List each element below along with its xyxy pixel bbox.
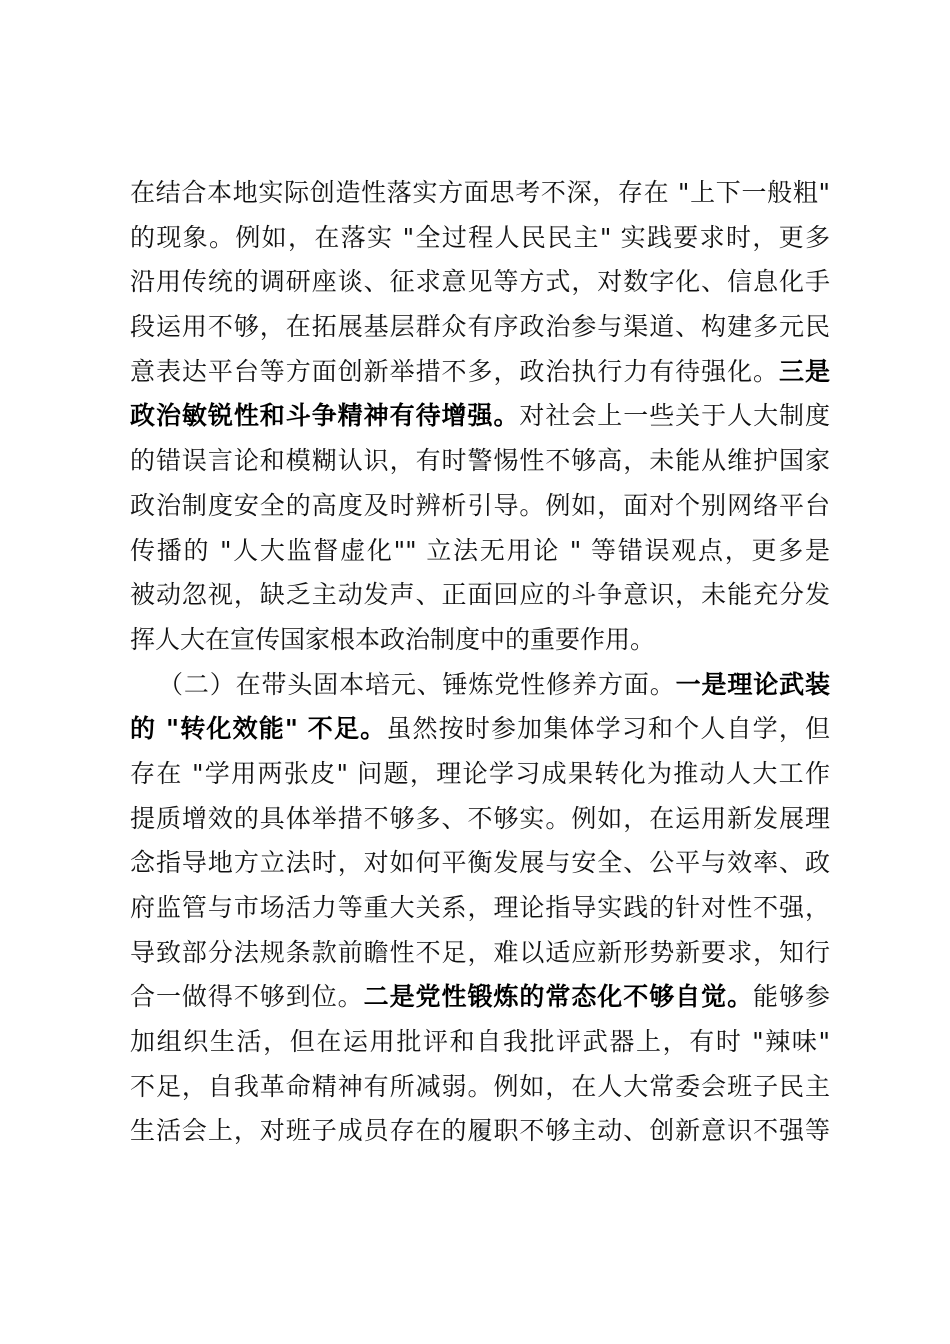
- text-line: [130, 394, 830, 439]
- text-line: [130, 216, 830, 261]
- body-text: 存在 "学用两张皮" 问题，理论学习成果转化为推动人大工作: [130, 758, 830, 788]
- body-text: 不足，自我革命精神有所减弱。例如，在人大常委会班子民主: [130, 1071, 830, 1101]
- body-text: 政治制度安全的高度及时辨析引导。例如，面对个别网络平台: [130, 490, 830, 520]
- document-page: [130, 171, 830, 1154]
- body-text: 的错误言论和模糊认识，有时警惕性不够高，未能从维护国家: [130, 446, 830, 476]
- body-text: 提质增效的具体举措不够多、不够实。例如，在运用新发展理: [130, 803, 830, 833]
- bold-heading-text: 三是: [779, 356, 830, 386]
- body-text: 传播的 "人大监督虚化"" 立法无用论 " 等错误观点，更多是: [130, 535, 830, 565]
- text-line: [130, 975, 830, 1020]
- text-line: [130, 1020, 830, 1065]
- body-text: 被动忽视，缺乏主动发声、正面回应的斗争意识，未能充分发: [130, 580, 830, 610]
- bold-heading-text: 二是党性锻炼的常态化不够自觉。: [363, 982, 754, 1012]
- text-line: [130, 305, 830, 350]
- body-text: 沿用传统的调研座谈、征求意见等方式，对数字化、信息化手: [130, 267, 830, 297]
- text-line: [130, 1065, 830, 1110]
- text-line: [130, 529, 830, 574]
- text-line: [130, 886, 830, 931]
- text-line: [130, 260, 830, 305]
- body-text: 能够参: [753, 982, 830, 1012]
- body-text: 合一做得不够到位。: [130, 982, 364, 1012]
- text-line: [130, 439, 830, 484]
- body-text: 对社会上一些关于人大制度: [519, 401, 830, 431]
- text-line: [130, 752, 830, 797]
- text-line: [130, 841, 830, 886]
- text-line: [130, 931, 830, 976]
- text-line: [130, 350, 830, 395]
- bold-heading-text: 的 "转化效能" 不足。: [130, 714, 387, 744]
- body-text: 段运用不够，在拓展基层群众有序政治参与渠道、构建多元民: [130, 312, 830, 342]
- body-text: 府监管与市场活力等重大关系，理论指导实践的针对性不强，: [130, 893, 830, 922]
- body-text: 加组织生活，但在运用批评和自我批评武器上，有时 "辣味": [130, 1027, 830, 1057]
- body-text: 念指导地方立法时，对如何平衡发展与安全、公平与效率、政: [130, 848, 830, 878]
- text-line: [130, 573, 830, 618]
- body-text: （二）在带头固本培元、锤炼党性修养方面。: [158, 669, 676, 699]
- text-line: [130, 484, 830, 529]
- body-text: 挥人大在宣传国家根本政治制度中的重要作用。: [130, 624, 656, 654]
- text-line: [130, 663, 830, 708]
- text-line: [130, 707, 830, 752]
- text-line: [130, 171, 830, 216]
- text-line: [130, 797, 830, 842]
- body-text: 虽然按时参加集体学习和个人自学，但: [386, 714, 830, 744]
- body-text: 生活会上，对班子成员存在的履职不够主动、创新意识不强等: [130, 1116, 830, 1146]
- body-text: 导致部分法规条款前瞻性不足，难以适应新形势新要求，知行: [130, 937, 830, 967]
- body-text: 的现象。例如，在落实 "全过程人民民主" 实践要求时，更多: [130, 222, 830, 252]
- text-line: [130, 618, 830, 663]
- bold-heading-text: 一是理论武装: [675, 669, 830, 699]
- bold-heading-text: 政治敏锐性和斗争精神有待增强。: [130, 401, 520, 431]
- text-line: [130, 1109, 830, 1154]
- body-text: 意表达平台等方面创新举措不多，政治执行力有待强化。: [130, 356, 780, 386]
- body-text: 在结合本地实际创造性落实方面思考不深，存在 "上下一般粗": [130, 178, 830, 207]
